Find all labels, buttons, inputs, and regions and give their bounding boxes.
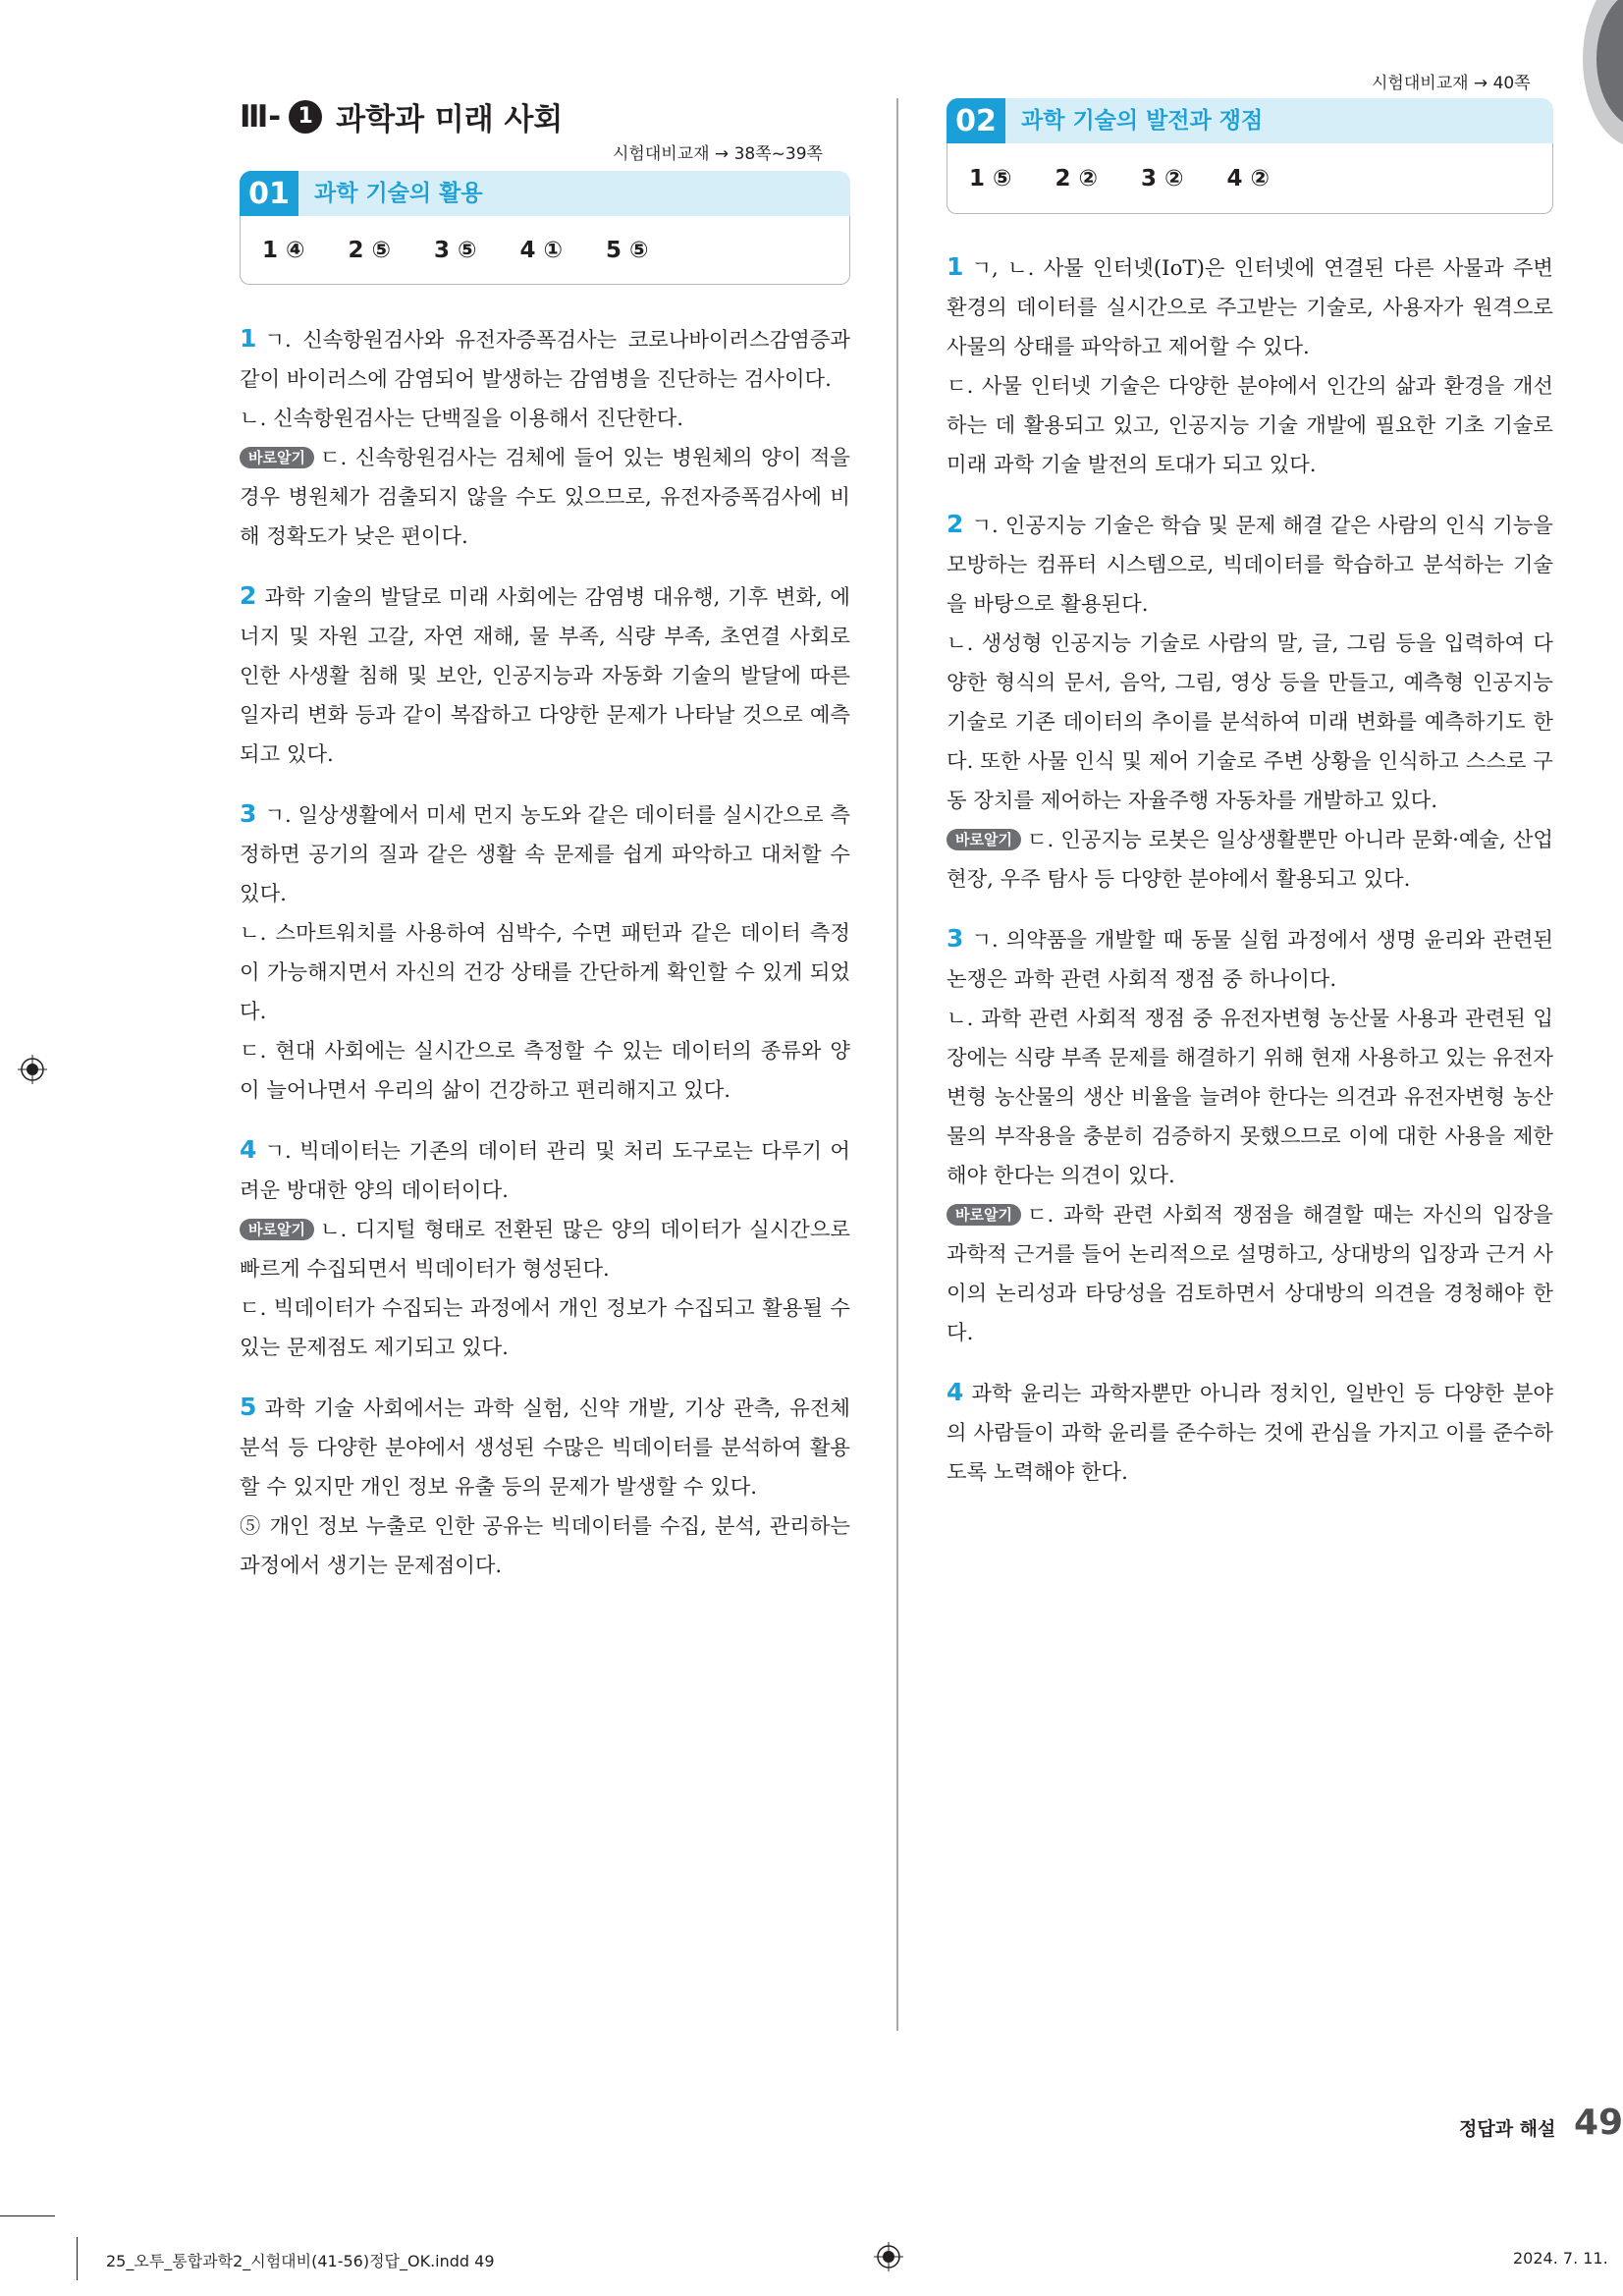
explanation-text: ㄴ. 디지털 형태로 전환된 많은 양의 데이터가 실시간으로 빠르게 수집되면서 빅데이터가 형성된다. bbox=[240, 1218, 850, 1282]
explanation-text: ㄷ. 과학 관련 사회적 쟁점을 해결할 때는 자신의 입장을 과학적 근거를 들어 논리적으로 설명하고, 상대방의 입장과 근거 사이의 논리성과 타당성을 검토하면서 상대방의 의견을 경청해야 한다. bbox=[947, 1203, 1553, 1345]
explanation-1 bbox=[240, 319, 850, 557]
correction-tag: 바로알기 bbox=[240, 1219, 314, 1240]
registration-mark-icon bbox=[18, 1055, 47, 1084]
explanation-text: 과학 기술의 발달로 미래 사회에는 감염병 대유행, 기후 변화, 에너지 및 자원 고갈, 자연 재해, 물 부족, 식량 부족, 초연결 사회로 인한 사생활 침해 및 보안, 인공지능과 자동화 기술의 발달에 따른 일자리 변화 등과 같이 복잡하고 다양한 문제가 나타날 것으로 예측되고 있다. bbox=[240, 585, 850, 767]
question-number: 3 bbox=[240, 799, 257, 828]
explanation-text: ㄱ. 인공지능 기술은 학습 및 문제 해결 같은 사람의 인식 기능을 모방하는 컴퓨터 시스템으로, 빅데이터를 학습하고 분석하는 기술을 바탕으로 활용된다. bbox=[947, 514, 1553, 617]
correction-tag: 바로알기 bbox=[947, 1204, 1021, 1226]
answer-item: 2 ② bbox=[1055, 165, 1098, 191]
explanation-text: ㄱ. 의약품을 개발할 때 동물 실험 과정에서 생명 윤리와 관련된 논쟁은 과학 관련 사회적 쟁점 중 하나이다. bbox=[947, 928, 1553, 992]
page-number: 49 bbox=[1574, 2103, 1623, 2143]
correction-tag: 바로알기 bbox=[947, 829, 1021, 850]
answer-item: 5 ⑤ bbox=[605, 237, 649, 263]
column-divider bbox=[896, 98, 898, 2031]
question-number: 1 bbox=[240, 324, 257, 353]
crop-mark bbox=[0, 2215, 55, 2216]
section-01-title: 과학 기술의 활용 bbox=[314, 181, 483, 206]
explanation-5 bbox=[240, 1388, 850, 1586]
answer-item: 3 ⑤ bbox=[433, 237, 477, 263]
explanation-text: ㄴ. 스마트워치를 사용하여 심박수, 수면 패턴과 같은 데이터 측정이 가능해지면서 자신의 건강 상태를 간단하게 확인할 수 있게 되었다. bbox=[240, 921, 850, 1024]
explanation-text: 과학 기술 사회에서는 과학 실험, 신약 개발, 기상 관측, 유전체 분석 등 다양한 분야에서 생성된 수많은 빅데이터를 분석하여 활용할 수 있지만 개인 정보 유출 등의 문제가 발생할 수 있다. bbox=[240, 1396, 850, 1500]
explanation-3 bbox=[240, 794, 850, 1111]
right-reference: 시험대비교재 → 40쪽 bbox=[1372, 74, 1531, 93]
slug-date: 2024. 7. 11. bbox=[1513, 2249, 1608, 2268]
crop-mark bbox=[77, 2237, 78, 2280]
footer-label: 정답과 해설 bbox=[1459, 2118, 1556, 2140]
answer-item: 1 ④ bbox=[262, 237, 305, 263]
section-02-answers bbox=[947, 143, 1553, 214]
explanation-3 bbox=[947, 919, 1553, 1353]
explanation-text: ㄷ. 사물 인터넷 기술은 다양한 분야에서 인간의 삶과 환경을 개선하는 데 활용되고 있고, 인공지능 기술 개발에 필요한 기초 기술로 미래 과학 기술 발전의 토대가 되고 있다. bbox=[947, 374, 1553, 477]
explanation-4 bbox=[240, 1130, 850, 1368]
section-02-header bbox=[947, 98, 1553, 143]
section-02-title: 과학 기술의 발전과 쟁점 bbox=[1021, 108, 1264, 134]
explanation-text: ㄷ. 신속항원검사는 검체에 들어 있는 병원체의 양이 적을 경우 병원체가 검출되지 않을 수도 있으므로, 유전자증폭검사에 비해 정확도가 낮은 편이다. bbox=[240, 446, 850, 549]
section-01-number: 01 bbox=[240, 171, 298, 216]
chapter-title bbox=[240, 94, 563, 138]
left-explanations bbox=[240, 319, 850, 1606]
explanation-text: ㄴ. 과학 관련 사회적 쟁점 중 유전자변형 농산물 사용과 관련된 입장에는 식량 부족 문제를 해결하기 위해 현재 사용하고 있는 유전자변형 농산물의 생산 비율을 늘려야 한다는 의견과 유전자변형 농산물의 부작용을 충분히 검증하지 못했으므로 이에 대한 사용을 제한해야 한다는 의견이 있다. bbox=[947, 1007, 1553, 1188]
explanation-text: 과학 윤리는 과학자뿐만 아니라 정치인, 일반인 등 다양한 분야의 사람들이 과학 윤리를 준수하는 것에 관심을 가지고 이를 준수하도록 노력해야 한다. bbox=[947, 1382, 1553, 1485]
answer-item: 1 ⑤ bbox=[969, 165, 1012, 191]
question-number: 4 bbox=[947, 1378, 964, 1406]
answer-item: 2 ⑤ bbox=[348, 237, 391, 263]
question-number: 5 bbox=[240, 1393, 257, 1421]
question-number: 2 bbox=[240, 581, 257, 610]
explanation-text: ㄷ. 빅데이터가 수집되는 과정에서 개인 정보가 수집되고 활용될 수 있는 문제점도 제기되고 있다. bbox=[240, 1296, 850, 1360]
explanation-1 bbox=[947, 247, 1553, 485]
chapter-title-text: 과학과 미래 사회 bbox=[336, 102, 564, 137]
correction-tag: 바로알기 bbox=[240, 447, 314, 468]
explanation-2 bbox=[240, 576, 850, 775]
left-reference: 시험대비교재 → 38쪽~39쪽 bbox=[613, 144, 823, 164]
registration-mark-icon bbox=[874, 2242, 903, 2271]
chapter-roman: Ⅲ- bbox=[240, 98, 282, 135]
right-explanations bbox=[947, 247, 1553, 1512]
question-number: 3 bbox=[947, 924, 964, 953]
explanation-text: ㄴ. 생성형 인공지능 기술로 사람의 말, 글, 그림 등을 입력하여 다양한 형식의 문서, 음악, 그림, 영상 등을 만들고, 예측형 인공지능 기술로 기존 데이터의 추이를 분석하여 미래 변화를 예측하기도 한다. 또한 사물 인식 및 제어 기술로 주변 상황을 인식하고 스스로 구동 장치를 제어하는 자율주행 자동차를 개발하고 있다. bbox=[947, 631, 1553, 813]
section-01-header bbox=[240, 171, 850, 216]
answer-item: 4 ② bbox=[1226, 165, 1270, 191]
answer-item: 3 ② bbox=[1140, 165, 1184, 191]
explanation-text: ㄱ. 신속항원검사와 유전자증폭검사는 코로나바이러스감염증과 같이 바이러스에 감염되어 발생하는 감염병을 진단하는 검사이다. bbox=[240, 328, 850, 392]
explanation-text: ㄷ. 인공지능 로봇은 일상생활뿐만 아니라 문화·예술, 산업 현장, 우주 탐사 등 다양한 분야에서 활용되고 있다. bbox=[947, 828, 1553, 892]
explanation-text: ㄱ. 빅데이터는 기존의 데이터 관리 및 처리 도구로는 다루기 어려운 방대한 양의 데이터이다. bbox=[240, 1139, 850, 1203]
section-01-answers bbox=[240, 216, 850, 285]
slug-file: 25_오투_통합과학2_시험대비(41-56)정답_OK.indd 49 bbox=[106, 2252, 495, 2270]
explanation-text: ㄷ. 현대 사회에는 실시간으로 측정할 수 있는 데이터의 종류와 양이 늘어나면서 우리의 삶이 건강하고 편리해지고 있다. bbox=[240, 1039, 850, 1103]
chapter-number-badge: 1 bbox=[289, 100, 322, 134]
explanation-text: ㄱ. 일상생활에서 미세 먼지 농도와 같은 데이터를 실시간으로 측정하면 공기의 질과 같은 생활 속 문제를 쉽게 파악하고 대처할 수 있다. bbox=[240, 803, 850, 906]
explanation-text: ㄴ. 신속항원검사는 단백질을 이용해서 진단한다. bbox=[240, 407, 684, 431]
explanation-text: ㄱ, ㄴ. 사물 인터넷(IoT)은 인터넷에 연결된 다른 사물과 주변 환경의 데이터를 실시간으로 주고받는 기술로, 사용자가 원격으로 사물의 상태를 파악하고 제어할 수 있다. bbox=[947, 256, 1553, 359]
question-number: 1 bbox=[947, 252, 964, 281]
question-number: 4 bbox=[240, 1135, 257, 1164]
explanation-4 bbox=[947, 1373, 1553, 1493]
question-number: 2 bbox=[947, 510, 964, 538]
explanation-text: ⑤ 개인 정보 누출로 인한 공유는 빅데이터를 수집, 분석, 관리하는 과정에서 생기는 문제점이다. bbox=[240, 1514, 850, 1578]
section-02-number: 02 bbox=[947, 98, 1005, 143]
answer-item: 4 ① bbox=[519, 237, 563, 263]
explanation-2 bbox=[947, 505, 1553, 900]
